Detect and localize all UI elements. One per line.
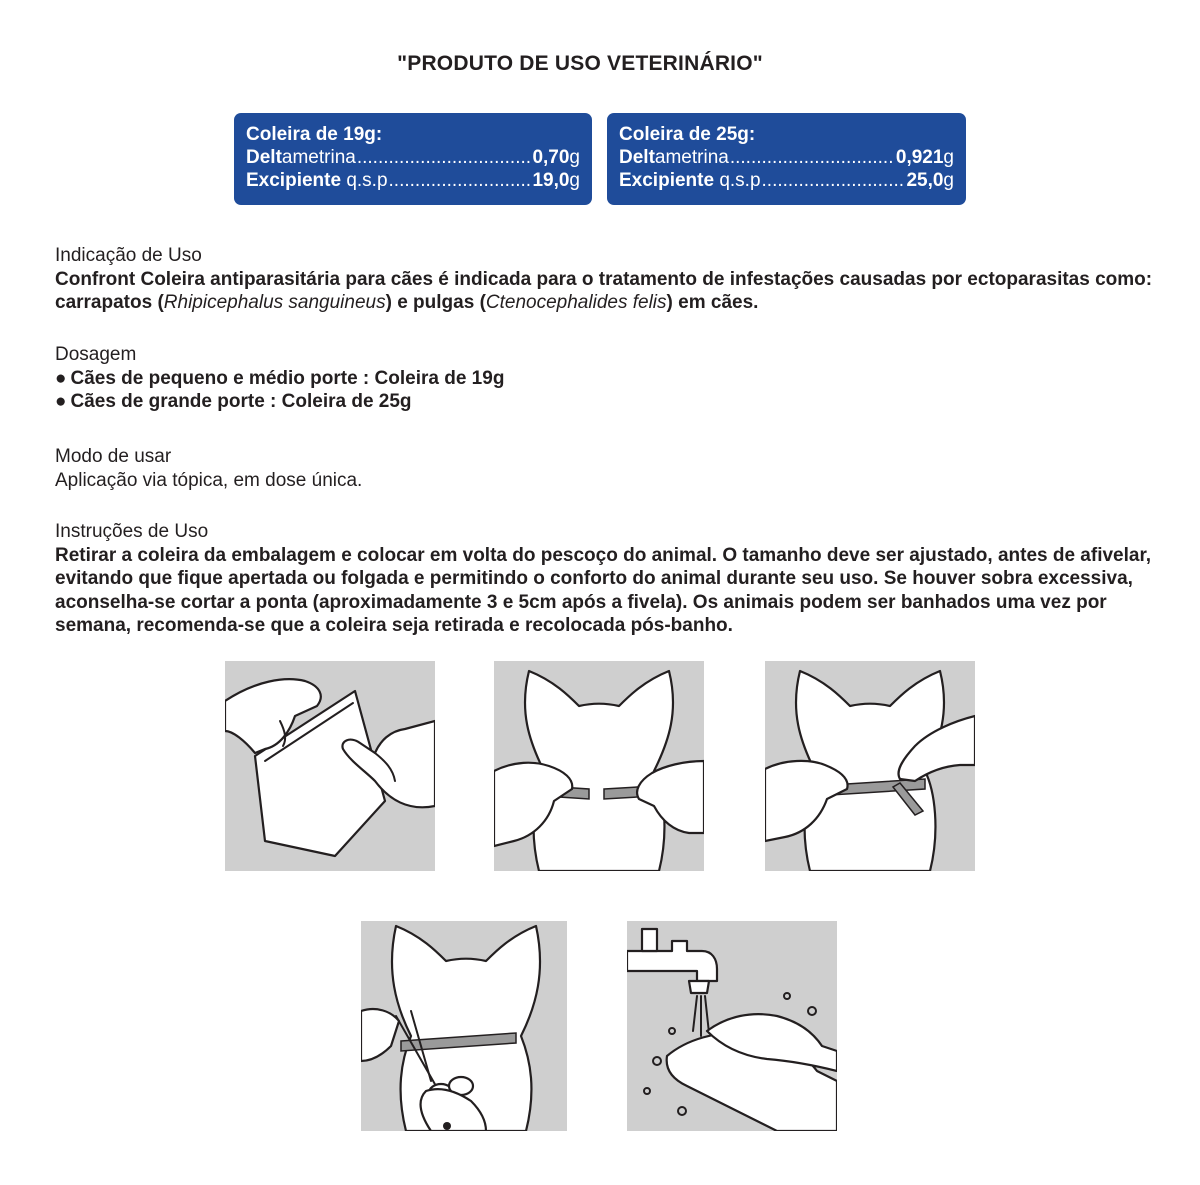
indicacao-text-part: ) e pulgas ( <box>385 292 486 313</box>
row-value: 0,70 <box>532 147 570 168</box>
leader-dots <box>357 146 532 169</box>
dosage-item-text: Cães de pequeno e médio porte : Coleira de 19g <box>70 367 505 389</box>
section-title: Instruções de Uso <box>55 521 209 542</box>
leader-dots <box>730 146 895 169</box>
bullet-icon: ● <box>55 391 67 412</box>
illustration-wash-hands <box>627 921 837 1131</box>
composition-row-active <box>246 146 580 169</box>
composition-heading: Coleira de 25g: <box>619 124 756 145</box>
section-modo-de-usar <box>55 445 1165 492</box>
row-label-light: ametrina <box>654 147 729 168</box>
instrucoes-text: Retirar a coleira da embalagem e colocar em volta do pescoço do animal. O tamanho deve ser ajustado, antes de afivelar, evitando que fique apertada ou folgada e permitindo o conforto do animal durante seu uso. Se houver sobra excessiva, aconselha-se cortar a ponta (aproximadamente 3 e 5cm após a fivela). Os animais podem ser banhados uma vez por semana, recomenda-se que a coleira seja retirada e recolocada pós-banho. <box>55 544 1152 636</box>
composition-row-excipient <box>246 169 580 192</box>
dosage-item <box>55 367 1165 391</box>
composition-row-excipient <box>619 169 954 192</box>
dog-collar-buckle-icon <box>765 661 975 871</box>
row-label-bold: Delt <box>619 147 655 168</box>
row-unit: g <box>943 147 954 168</box>
row-unit: g <box>569 170 580 191</box>
row-unit: g <box>569 147 580 168</box>
illustration-open-package <box>225 661 435 871</box>
row-value: 25,0 <box>906 170 944 191</box>
dog-collar-icon <box>494 661 704 871</box>
species-name: Ctenocephalides felis <box>485 292 667 313</box>
species-name: Rhipicephalus sanguineus <box>163 292 386 313</box>
indicacao-text-part: Confront Coleira antiparasitária para cães é indicada para o tratamento de infestações causadas por ectoparasitas como: carrapatos ( <box>55 268 1153 313</box>
scissors-collar-icon <box>361 921 567 1131</box>
leader-dots <box>389 169 532 192</box>
row-value: 0,921 <box>895 147 944 168</box>
package-hands-icon <box>225 661 435 871</box>
dosage-item-text: Cães de grande porte : Coleira de 25g <box>70 391 412 412</box>
section-title: Modo de usar <box>55 446 172 467</box>
dosage-item <box>55 390 1165 414</box>
section-dosagem <box>55 343 1165 414</box>
row-label-light: ametrina <box>281 147 356 168</box>
indicacao-text-part: ) em cães. <box>666 292 759 313</box>
illustration-cut-excess <box>361 921 567 1131</box>
composition-box-19g <box>234 113 592 205</box>
composition-row-active <box>619 146 954 169</box>
bullet-icon: ● <box>55 367 67 389</box>
composition-heading: Coleira de 19g: <box>246 124 383 145</box>
page-title: "PRODUTO DE USO VETERINÁRIO" <box>397 52 763 75</box>
modo-text: Aplicação via tópica, em dose única. <box>55 469 363 491</box>
row-value: 19,0 <box>532 170 570 191</box>
row-label-light: q.s.p <box>714 170 761 191</box>
row-unit: g <box>943 170 954 191</box>
illustration-place-collar <box>494 661 704 871</box>
indicacao-text <box>55 268 1165 315</box>
faucet-hands-icon <box>627 921 837 1131</box>
leader-dots <box>762 169 906 192</box>
section-instrucoes <box>55 520 1165 638</box>
section-title: Indicação de Uso <box>55 245 202 266</box>
section-title: Dosagem <box>55 344 137 365</box>
illustration-buckle-collar <box>765 661 975 871</box>
row-label-bold: Delt <box>246 147 282 168</box>
composition-box-25g <box>607 113 966 205</box>
row-label-bold: Excipiente <box>246 170 342 191</box>
row-label-light: q.s.p <box>341 170 388 191</box>
row-label-bold: Excipiente <box>619 170 715 191</box>
section-indicacao <box>55 244 1165 315</box>
